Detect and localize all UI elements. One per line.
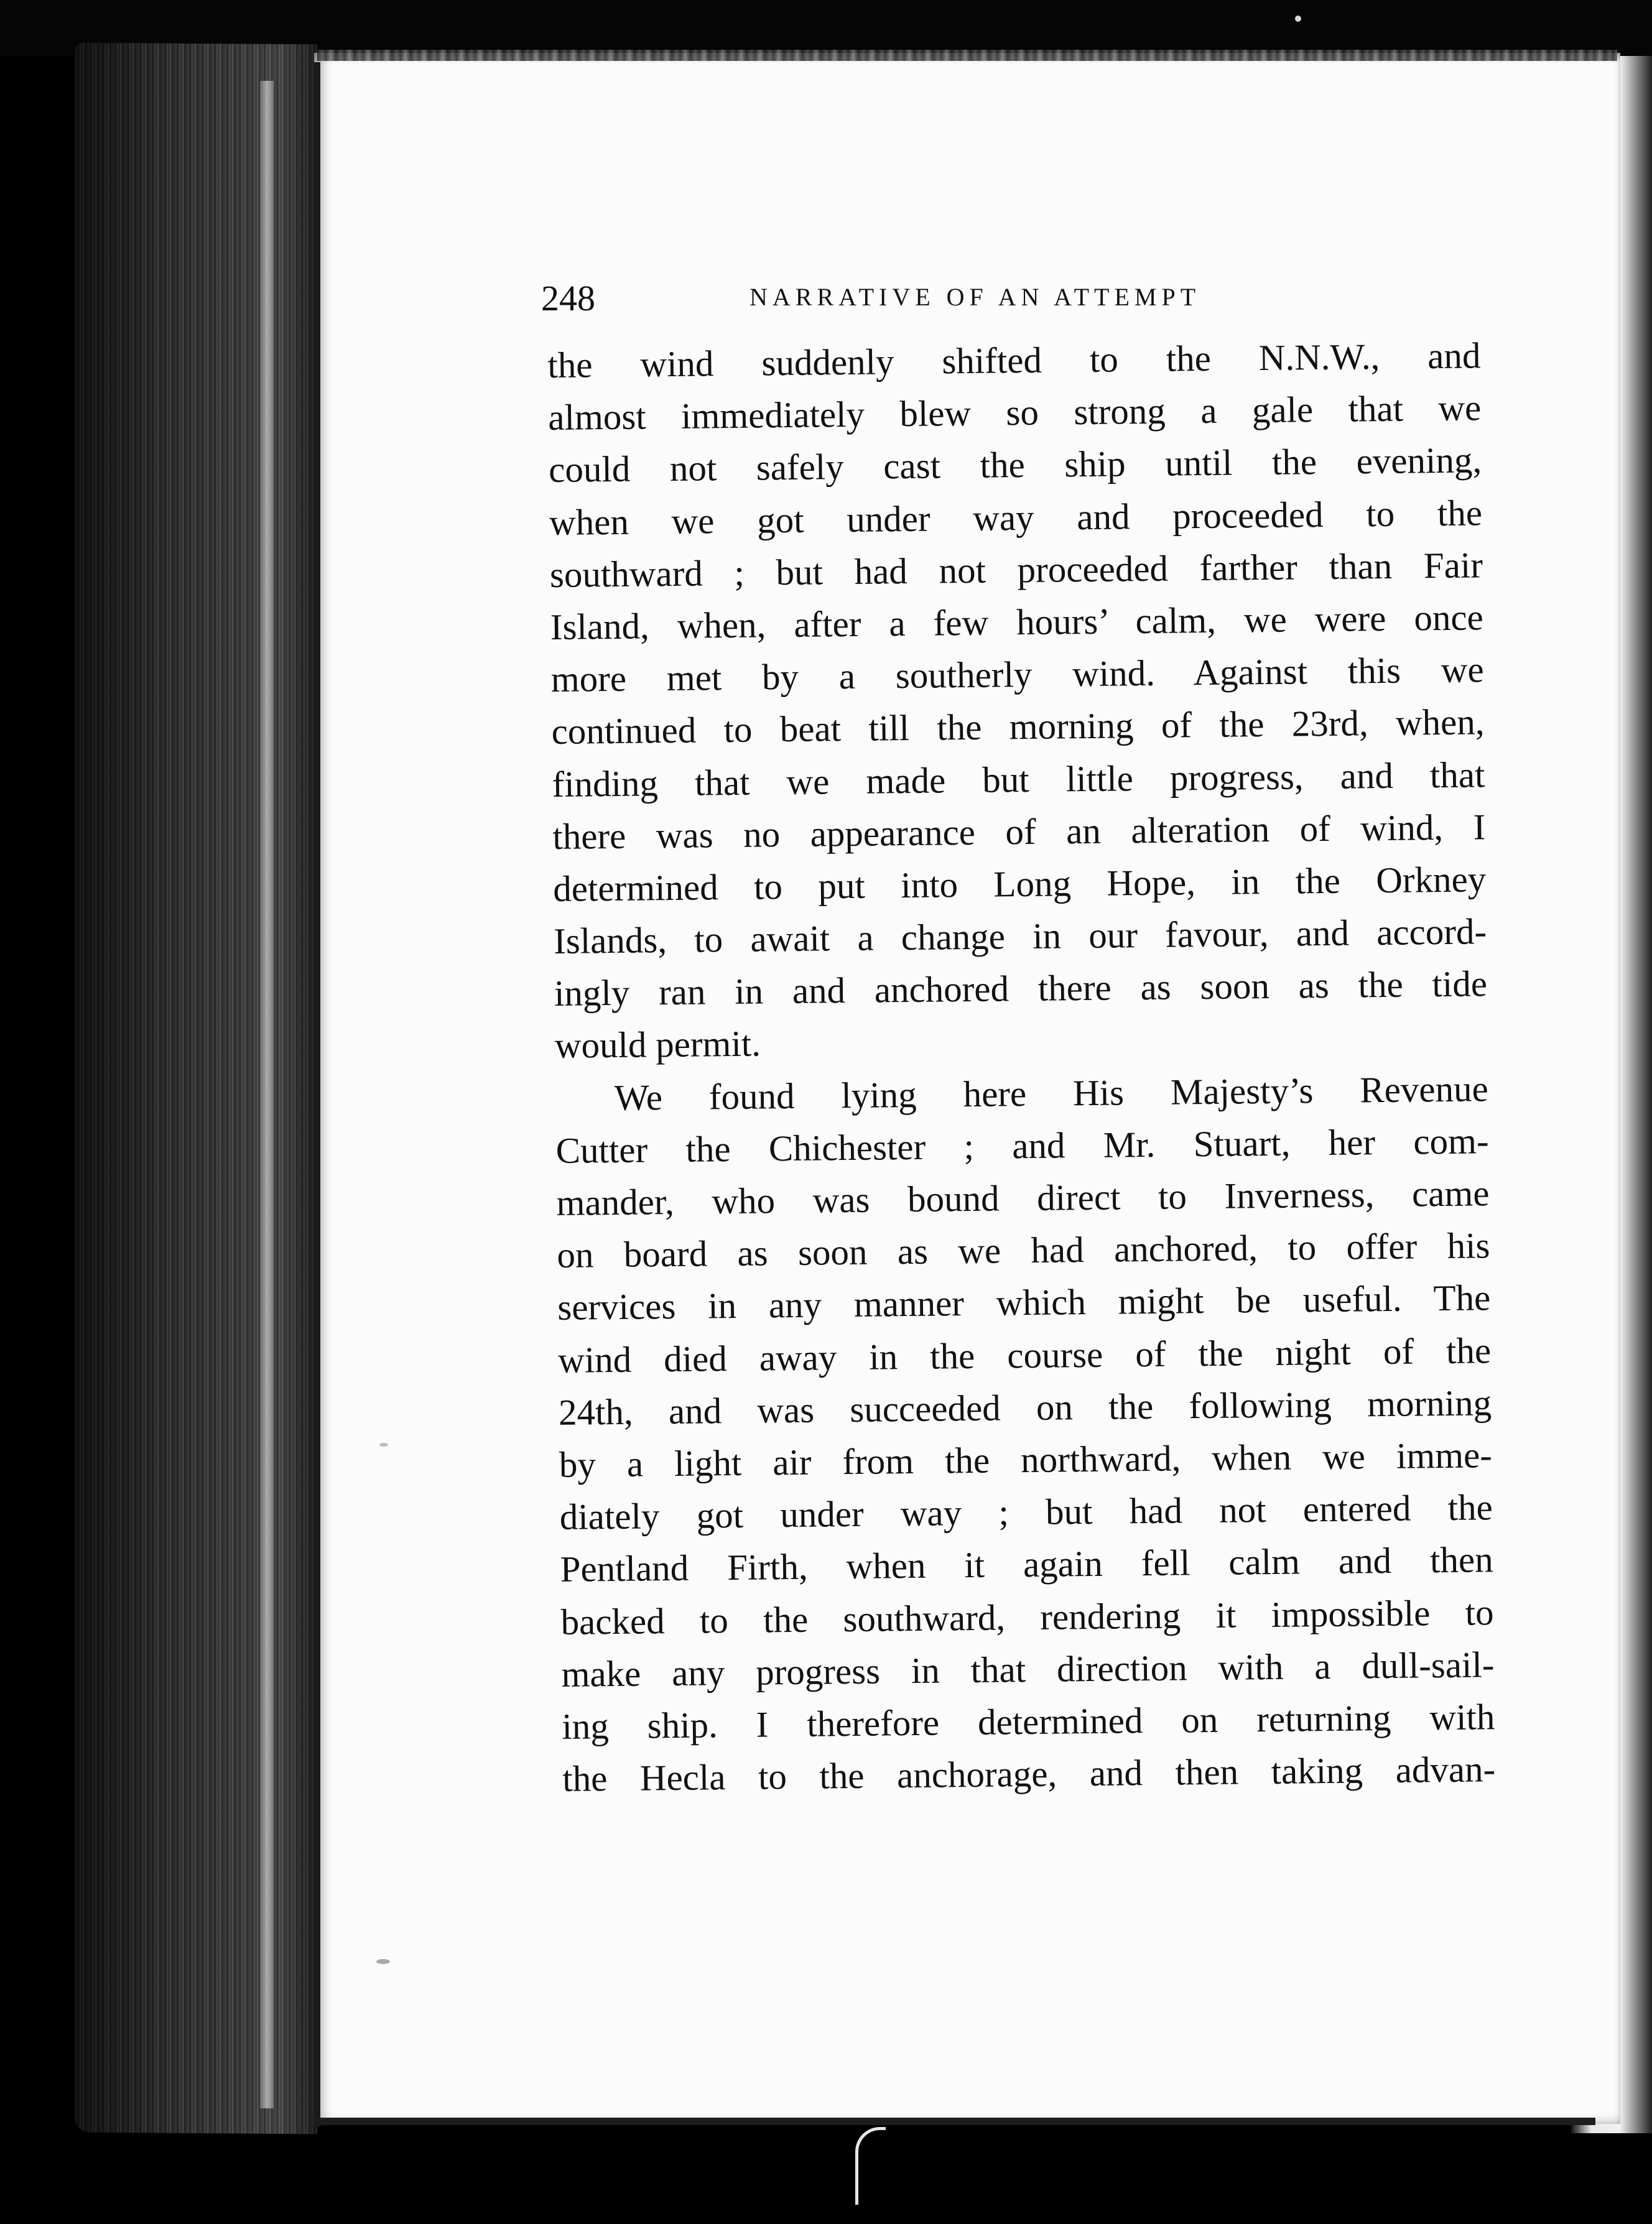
page-top-edge	[317, 50, 1617, 61]
text-line: on board as soon as we had anchored, to offer his	[557, 1225, 1490, 1276]
text-line: ingly ran in and anchored there as soon as the tide	[554, 963, 1488, 1014]
text-line: continued to beat till the morning of the 23rd, when,	[551, 701, 1485, 753]
text-line: when we got under way and proceeded to the	[549, 491, 1483, 543]
page-number: 248	[541, 278, 595, 318]
text-line: diately got under way ; but had not entered the	[559, 1486, 1493, 1538]
text-line: the Hecla to the anchorage, and then taking advan-	[562, 1748, 1496, 1799]
text-line: there was no appearance of an alteration of wind, I	[552, 805, 1486, 857]
dust-speck	[1295, 16, 1301, 22]
body-text	[547, 329, 1496, 1805]
text-line: finding that we made but little progress, and that	[552, 753, 1485, 805]
text-line: ing ship. I therefore determined on returning with	[562, 1696, 1495, 1747]
text-line: Island, when, after a few hours’ calm, we were once	[550, 596, 1484, 647]
dust-speck	[379, 1443, 388, 1447]
book-page-edges	[75, 43, 317, 2134]
dust-speck	[376, 1959, 390, 1964]
text-line: Cutter the Chichester ; and Mr. Stuart, her com-	[555, 1120, 1489, 1171]
text-line: southward ; but had not proceeded farther than Fair	[549, 544, 1483, 595]
text-line: Pentland Firth, when it again fell calm and then	[560, 1539, 1493, 1590]
binding-mark	[855, 2127, 886, 2205]
page-left-border	[314, 62, 320, 2127]
text-line: mander, who was bound direct to Inverness, came	[556, 1172, 1490, 1223]
text-line: determined to put into Long Hope, in the Orkney	[552, 858, 1487, 909]
text-line: make any progress in that direction with a dull-sail-	[561, 1643, 1495, 1695]
running-head: NARRATIVE OF AN ATTEMPT	[749, 283, 1201, 311]
text-line: services in any manner which might be useful. The	[557, 1277, 1491, 1328]
text-line: could not safely cast the ship until the evening,	[548, 439, 1482, 491]
text-line: by a light air from the northward, when we imme-	[559, 1434, 1493, 1485]
text-line: wind died away in the course of the night of the	[557, 1329, 1492, 1381]
paragraph-1	[547, 329, 1488, 1072]
page-edge-highlight	[260, 81, 274, 2108]
text-line: 24th, and was succeeded on the following morning	[558, 1381, 1492, 1433]
text-line: would permit.	[554, 1022, 761, 1067]
page-header	[541, 274, 1337, 323]
paragraph-2	[555, 1062, 1495, 1805]
text-line: backed to the southward, rendering it impossible to	[560, 1591, 1494, 1643]
text-line: more met by a southerly wind. Against this we	[550, 649, 1484, 700]
text-line: almost immediately blew so strong a gale that we	[547, 387, 1482, 438]
text-line: We found lying here His Majesty’s Revenue	[614, 1067, 1489, 1118]
text-line: Islands, to await a change in our favour, and accord-	[553, 910, 1487, 962]
text-line: the wind suddenly shifted to the N.N.W., and	[547, 335, 1481, 386]
page-bottom-edge	[314, 2118, 1595, 2125]
